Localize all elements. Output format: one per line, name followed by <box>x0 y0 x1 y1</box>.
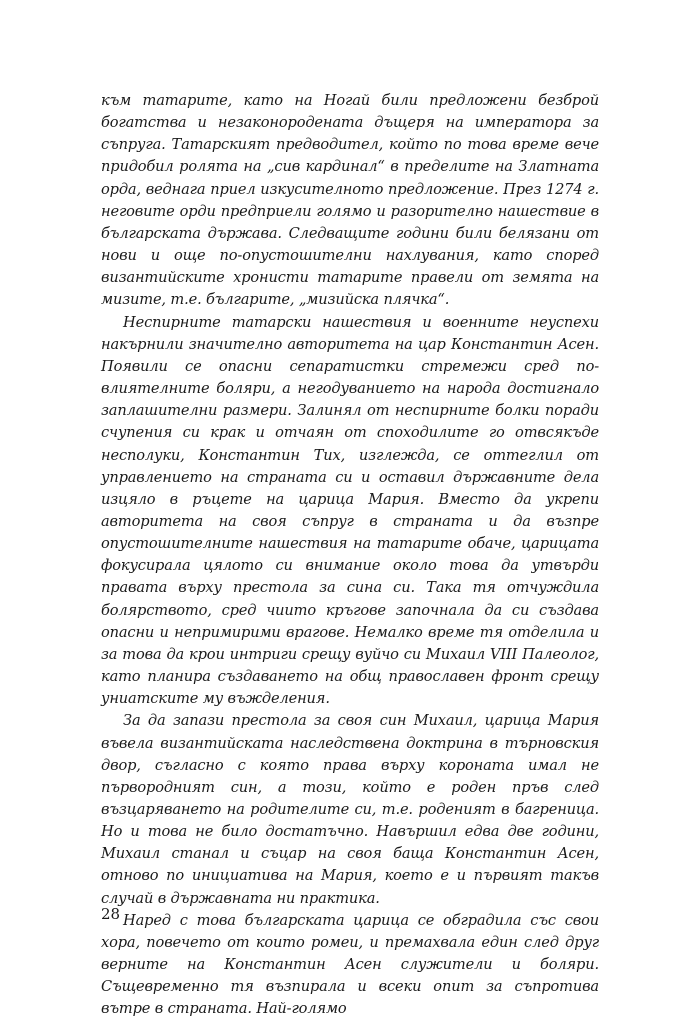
body-text <box>101 90 599 1021</box>
paragraph-1: към татарите, като на Ногай били предложени безброй богатства и незаконородената дъщеря на императора за съпруга. Татарският предводител, който по това време вече придобил ролята на „сив кардинал“ в пределите на Златната орда, веднага приел изкусителното предложение. През 1274 г. неговите орди предприели голямо и разорително нашествие в българската държава. Следващите години били белязани от нови и още по-опустошителни нахлувания, като според византийските хронисти татарите правели от земята на мизите, т.е. българите, „мизийска плячка“. <box>101 92 599 309</box>
page-number: 28 <box>101 905 121 923</box>
paragraph-2: Неспирните татарски нашествия и военните неуспехи накърнили значително авторитета на цар Константин Асен. Появили се опасни сепаратистки стремежи сред по-влиятелните боляри, а негодуванието на народа достигнало заплашителни размери. Залинял от неспирните болки поради счупения си крак и отчаян от споходилите го отвсякъде несполуки, Константин Тих, изглежда, се оттеглил от управлението на страната си и оставил държавните дела изцяло в ръцете на царица Мария. Вместо да укрепи авторитета на своя съпруг в страната и да възпре опустошителните нашествия на татарите обаче, царицата фокусирала цялото си внимание около това да утвърди правата върху престола за сина си. Така тя отчуждила болярството, сред чиито кръгове започнала да си създава опасни и непримирими врагове. Немалко време тя отделила и за това да крои интриги срещу вуйчо си Михаил VIII Палеолог, като планира създаването на общ православен фронт срещу униатските му въжделения. <box>101 313 599 708</box>
paragraph-4: Наред с това българската царица се обградила със свои хора, повечето от които ромеи, и премахвала един след друг верните на Константин Асен служители и боляри. Същевременно тя възпирала и всеки опит за съпротива вътре в страната. Най-голямо <box>101 911 599 1018</box>
paragraph-3: За да запази престола за своя син Михаил, царица Мария въвела византийската наследствена доктрина в търновския двор, съгласно с която права върху короната имал не първородният син, а този, който е роден пръв след възцаряването на родителите си, т.е. роденият в багреница. Но и това не било достатъчно. Навършил едва две години, Михаил станал и съцар на своя баща Константин Асен, отново по инициатива на Мария, което е и първият такъв случай в държавната ни практика. <box>101 712 599 907</box>
